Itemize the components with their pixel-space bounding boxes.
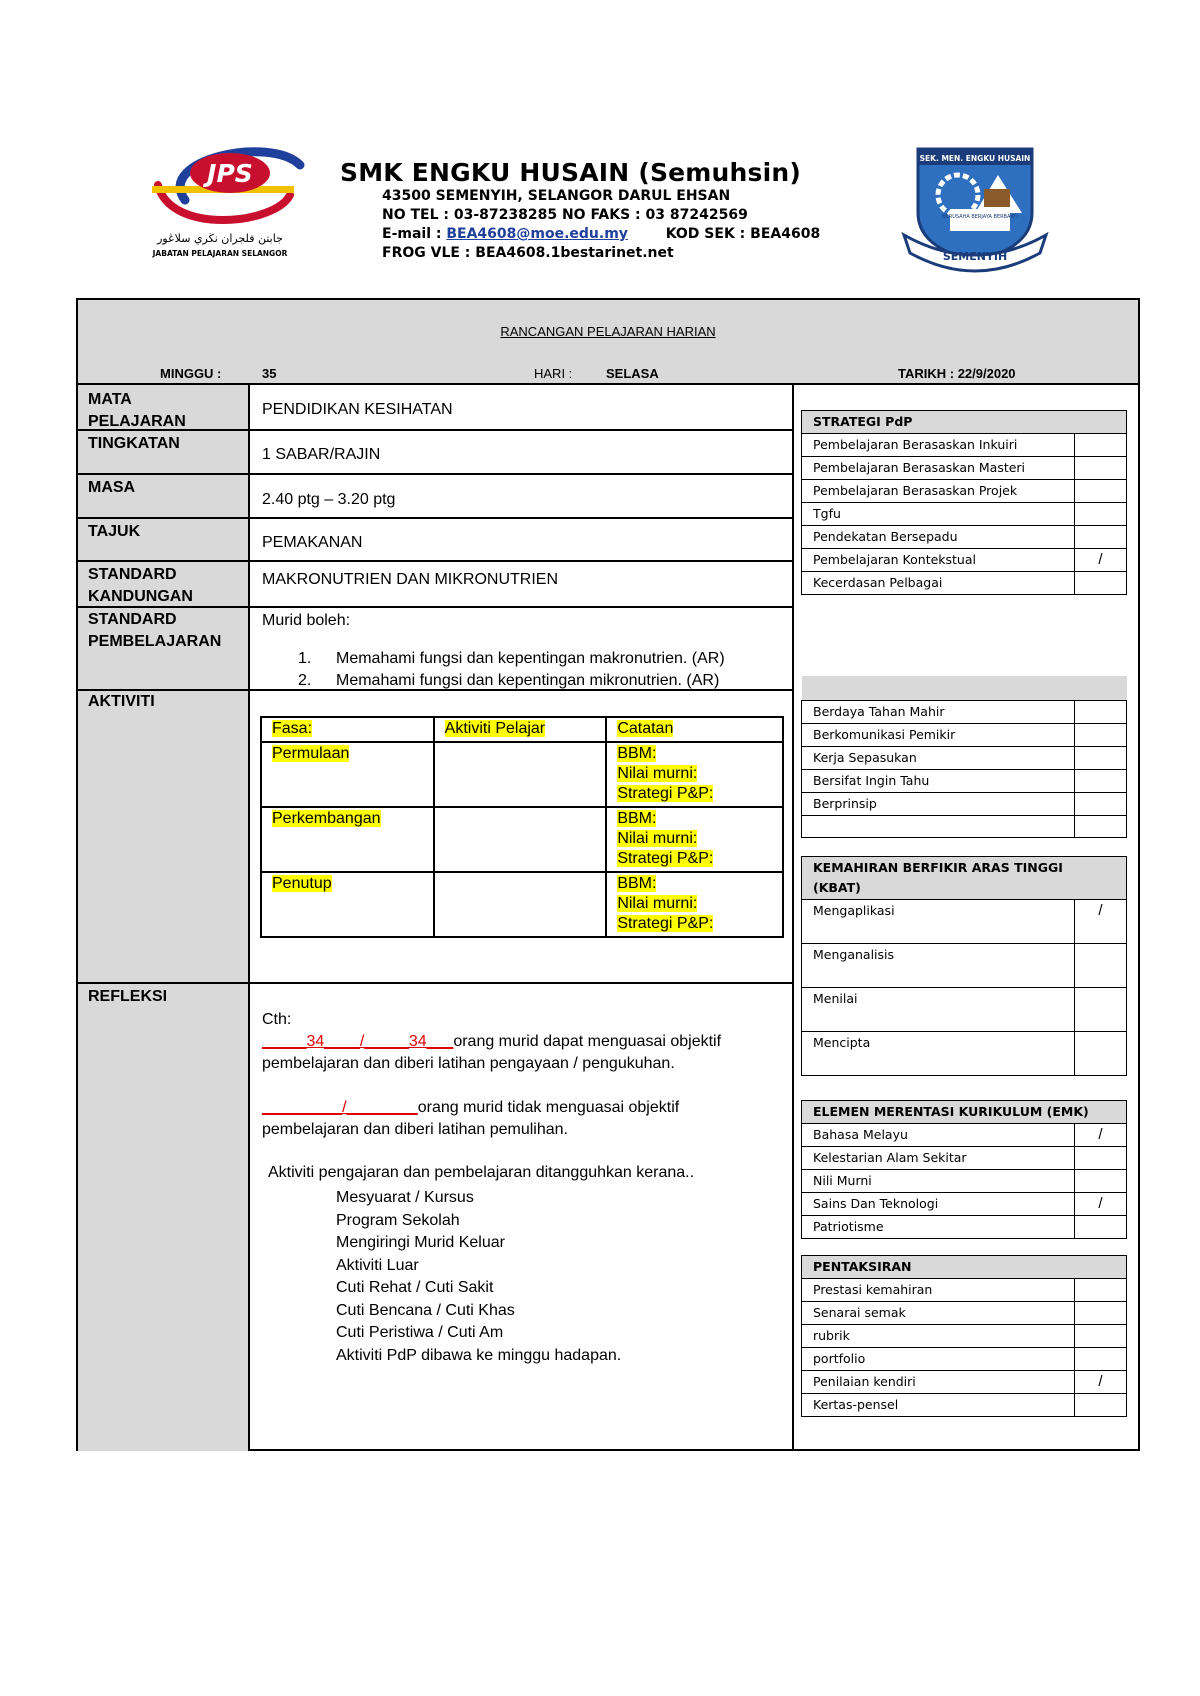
activity-cell	[434, 807, 607, 872]
activity-table	[260, 716, 784, 938]
table-row	[802, 900, 1127, 944]
form-header	[78, 300, 1138, 385]
tick-cell[interactable]: /	[1075, 1193, 1127, 1216]
nilai-label: Bersifat Ingin Tahu	[802, 769, 1075, 792]
form-title: RANCANGAN PELAJARAN HARIAN	[500, 324, 716, 339]
postponed-text: Aktiviti pengajaran dan pembelajaran ditangguhkan kerana..	[268, 1164, 695, 1181]
postpone-reasons	[336, 1187, 621, 1367]
tick-cell[interactable]	[1075, 769, 1127, 792]
table-row	[802, 526, 1127, 549]
refleksi-line-2b: pembelajaran dan diberi latihan pemulihan.	[262, 1121, 568, 1138]
kbat-label: Menilai	[802, 988, 1075, 1032]
nilai-label: Nilai murni:	[617, 895, 698, 912]
letterhead	[0, 0, 1200, 300]
school-name: SMK ENGKU HUSAIN (Semuhsin)	[340, 158, 802, 187]
kbat-label: Mencipta	[802, 1032, 1075, 1076]
tick-cell[interactable]	[1075, 1394, 1127, 1417]
table-row	[802, 792, 1127, 815]
kbat-label: Menganalisis	[802, 944, 1075, 988]
standard-kandungan-label: STANDARD KANDUNGAN	[88, 566, 193, 605]
tick-cell[interactable]: /	[1075, 1371, 1127, 1394]
hari-value: SELASA	[606, 366, 659, 381]
row-divider	[78, 982, 794, 984]
table-row	[802, 480, 1127, 503]
phase-name: Penutup	[272, 875, 332, 892]
pentaksiran-label: Senarai semak	[802, 1302, 1075, 1325]
sp-num: 2.	[298, 672, 312, 689]
list-item: Mesyuarat / Kursus	[336, 1189, 474, 1206]
table-row	[261, 807, 783, 872]
list-item: Aktiviti PdP dibawa ke minggu hadapan.	[336, 1346, 622, 1364]
sp-list	[298, 648, 725, 692]
table-row	[261, 717, 783, 742]
sp-text: Memahami fungsi dan kepentingan mikronutrien. (AR)	[336, 672, 720, 689]
tick-cell[interactable]	[1075, 792, 1127, 815]
email-label: E-mail :	[382, 226, 447, 242]
table-row	[802, 434, 1127, 457]
school-badge-icon	[900, 143, 1050, 273]
strategi-label: Strategi P&P:	[617, 785, 714, 802]
strategi-label: Pembelajaran Berasaskan Inkuiri	[802, 434, 1075, 457]
tick-cell[interactable]	[1075, 572, 1127, 595]
badge-top-text: SEK. MEN. ENGKU HUSAIN	[919, 154, 1031, 163]
emk-label: Nili Murni	[802, 1170, 1075, 1193]
strategi-label: Strategi P&P:	[617, 850, 714, 867]
tick-cell[interactable]	[1075, 1348, 1127, 1371]
row-divider	[78, 560, 794, 562]
badge-motto: BERUSAHA BERJAYA BERBAKTI	[942, 214, 1018, 220]
refleksi-label: REFLEKSI	[88, 988, 168, 1005]
strategi-label: Pembelajaran Kontekstual	[802, 549, 1075, 572]
badge-bottom-text: SEMENYIH	[942, 250, 1008, 263]
tajuk-label: TAJUK	[88, 523, 141, 540]
tingkatan-label: TINGKATAN	[88, 435, 180, 452]
tick-cell[interactable]	[1075, 1216, 1127, 1239]
table-row	[802, 944, 1127, 988]
table-row	[802, 549, 1127, 572]
tick-cell[interactable]	[1075, 700, 1127, 723]
tick-cell[interactable]	[1075, 746, 1127, 769]
tick-cell[interactable]	[1075, 723, 1127, 746]
tarikh-value: TARIKH : 22/9/2020	[898, 366, 1016, 381]
tajuk-value: PEMAKANAN	[262, 534, 363, 551]
tick-cell[interactable]	[1075, 1279, 1127, 1302]
bbm-label: BBM:	[617, 745, 657, 762]
activity-cell	[434, 742, 607, 807]
list-item: Cuti Peristiwa / Cuti Am	[336, 1324, 504, 1341]
table-row	[802, 700, 1127, 723]
nilai-label: Berkomunikasi Pemikir	[802, 723, 1075, 746]
table-row	[802, 988, 1127, 1032]
school-phone: NO TEL : 03-87238285 NO FAKS : 03 87242569	[382, 207, 748, 223]
refleksi-cth: Cth:	[262, 1011, 292, 1028]
emk-label: Patriotisme	[802, 1216, 1075, 1239]
nilai-table	[801, 676, 1127, 838]
table-row	[802, 723, 1127, 746]
strategi-label: Tgfu	[802, 503, 1075, 526]
table-row	[802, 1279, 1127, 1302]
table-row	[802, 1193, 1127, 1216]
tick-cell[interactable]	[1075, 457, 1127, 480]
nilai-label: Kerja Sepasukan	[802, 746, 1075, 769]
phase-name: Perkembangan	[272, 810, 381, 827]
jps-jawi: جابتن فلجران نڬري سلاڠور	[157, 232, 283, 245]
pentaksiran-title: PENTAKSIRAN	[802, 1256, 1127, 1279]
jps-abbrev: JPS	[207, 159, 253, 188]
table-row	[802, 746, 1127, 769]
aktiviti-label: AKTIVITI	[88, 693, 155, 710]
table-row	[802, 1216, 1127, 1239]
list-item	[298, 648, 725, 670]
tick-cell[interactable]	[1075, 944, 1127, 988]
strategi-label: Strategi P&P:	[617, 915, 714, 932]
emk-label: Bahasa Melayu	[802, 1124, 1075, 1147]
table-row	[802, 1302, 1127, 1325]
standard-pembelajaran-label: STANDARD PEMBELAJARAN	[88, 611, 222, 650]
tick-cell[interactable]: /	[1075, 900, 1127, 944]
tingkatan-value: 1 SABAR/RAJIN	[262, 446, 381, 463]
strategi-label: Pendekatan Bersepadu	[802, 526, 1075, 549]
tick-cell[interactable]: /	[1075, 1124, 1127, 1147]
masa-label: MASA	[88, 479, 136, 496]
nilai-label: Nilai murni:	[617, 765, 698, 782]
pentaksiran-table	[801, 1255, 1127, 1417]
table-row	[802, 1124, 1127, 1147]
kbat-title: KEMAHIRAN BERFIKIR ARAS TINGGI (KBAT)	[802, 857, 1127, 900]
masa-value: 2.40 ptg – 3.20 ptg	[262, 491, 396, 508]
tick-cell[interactable]	[1075, 503, 1127, 526]
sp-num: 1.	[298, 650, 312, 667]
table-row	[802, 503, 1127, 526]
sp-text: Memahami fungsi dan kepentingan makronutrien. (AR)	[336, 650, 725, 667]
catatan-header: Catatan	[617, 720, 674, 737]
kbat-label: Mengaplikasi	[802, 900, 1075, 944]
refleksi-line-1b: pembelajaran dan diberi latihan pengayaan / pengukuhan.	[262, 1055, 675, 1072]
strategi-label: Pembelajaran Berasaskan Masteri	[802, 457, 1075, 480]
pentaksiran-label: Penilaian kendiri	[802, 1371, 1075, 1394]
mata-pelajaran-label: MATA PELAJARAN	[88, 391, 186, 430]
list-item: Aktiviti Luar	[336, 1256, 419, 1274]
list-item: Mengiringi Murid Keluar	[336, 1234, 505, 1251]
minggu-value: 35	[262, 366, 277, 381]
row-divider	[78, 517, 794, 519]
aktiviti-header: Aktiviti Pelajar	[444, 720, 546, 737]
label-column	[78, 385, 250, 1451]
pentaksiran-label: rubrik	[802, 1325, 1075, 1348]
tick-cell[interactable]: /	[1075, 549, 1127, 572]
strategi-title: STRATEGI PdP	[802, 411, 1127, 434]
list-item: Cuti Bencana / Cuti Khas	[336, 1301, 515, 1319]
tick-cell[interactable]	[1075, 1302, 1127, 1325]
tick-cell[interactable]	[1075, 1325, 1127, 1348]
table-row	[802, 1032, 1127, 1076]
tick-cell[interactable]	[1075, 1170, 1127, 1193]
table-row	[261, 872, 783, 937]
tick-cell[interactable]	[1075, 480, 1127, 503]
list-item	[298, 670, 725, 692]
row-divider	[78, 473, 794, 475]
jps-name: JABATAN PELAJARAN SELANGOR	[152, 249, 288, 258]
bbm-label: BBM:	[617, 810, 657, 827]
table-row	[802, 572, 1127, 595]
school-address: 43500 SEMENYIH, SELANGOR DARUL EHSAN	[382, 188, 731, 204]
emk-label: Sains Dan Teknologi	[802, 1193, 1075, 1216]
hari-label: HARI :	[534, 366, 573, 381]
refleksi-line-2	[262, 1097, 679, 1119]
table-row	[802, 1170, 1127, 1193]
emk-title: ELEMEN MERENTASI KURIKULUM (EMK)	[802, 1101, 1127, 1124]
frog-vle: FROG VLE : BEA4608.1bestarinet.net	[382, 245, 674, 261]
table-row	[261, 742, 783, 807]
nilai-label: Berprinsip	[802, 792, 1075, 815]
emk-label: Kelestarian Alam Sekitar	[802, 1147, 1075, 1170]
emk-table	[801, 1100, 1127, 1239]
table-row	[802, 769, 1127, 792]
refleksi-line-1	[262, 1031, 721, 1053]
mata-pelajaran-value: PENDIDIKAN KESIHATAN	[262, 401, 453, 418]
tick-cell[interactable]	[1075, 526, 1127, 549]
not-mastered-text: orang murid tidak menguasai objektif	[417, 1099, 680, 1116]
table-row	[802, 1147, 1127, 1170]
school-email-line	[340, 225, 880, 244]
strategi-table	[801, 410, 1127, 595]
lesson-plan-form	[76, 298, 1140, 1451]
bbm-label: BBM:	[617, 875, 657, 892]
nilai-label: Nilai murni:	[617, 830, 698, 847]
mastered-text: orang murid dapat menguasai objektif	[453, 1033, 722, 1050]
table-row	[802, 815, 1127, 837]
jps-logo-icon	[150, 140, 310, 270]
standard-kandungan-value: MAKRONUTRIEN DAN MIKRONUTRIEN	[262, 571, 559, 588]
list-item: Program Sekolah	[336, 1211, 460, 1229]
table-row	[802, 1394, 1127, 1417]
pentaksiran-label: Prestasi kemahiran	[802, 1279, 1075, 1302]
not-mastered-count: _________/________	[262, 1099, 418, 1116]
tick-cell[interactable]	[1075, 815, 1127, 837]
strategi-label: Pembelajaran Berasaskan Projek	[802, 480, 1075, 503]
fasa-header: Fasa:	[272, 720, 313, 737]
minggu-label: MINGGU :	[160, 366, 222, 381]
table-row	[802, 1348, 1127, 1371]
nilai-header	[802, 676, 1127, 700]
table-row	[802, 1371, 1127, 1394]
table-row	[802, 457, 1127, 480]
tick-cell[interactable]	[1075, 434, 1127, 457]
strategi-label: Kecerdasan Pelbagai	[802, 572, 1075, 595]
pentaksiran-label: Kertas-pensel	[802, 1394, 1075, 1417]
kbat-table	[801, 856, 1127, 1076]
table-row	[802, 1325, 1127, 1348]
tick-cell[interactable]	[1075, 1147, 1127, 1170]
tick-cell[interactable]	[1075, 1032, 1127, 1076]
activity-cell	[434, 872, 607, 937]
tick-cell[interactable]	[1075, 988, 1127, 1032]
pentaksiran-label: portfolio	[802, 1348, 1075, 1371]
school-code: KOD SEK : BEA4608	[665, 226, 821, 242]
nilai-label: Berdaya Tahan Mahir	[802, 700, 1075, 723]
mastered-count: _____34____/_____34___	[262, 1033, 454, 1050]
list-item: Cuti Rehat / Cuti Sakit	[336, 1279, 494, 1296]
phase-name: Permulaan	[272, 745, 350, 762]
nilai-label	[802, 815, 1075, 837]
sp-intro: Murid boleh:	[262, 612, 351, 629]
school-header-text	[340, 158, 880, 263]
email-link[interactable]: BEA4608@moe.edu.my	[446, 226, 628, 242]
